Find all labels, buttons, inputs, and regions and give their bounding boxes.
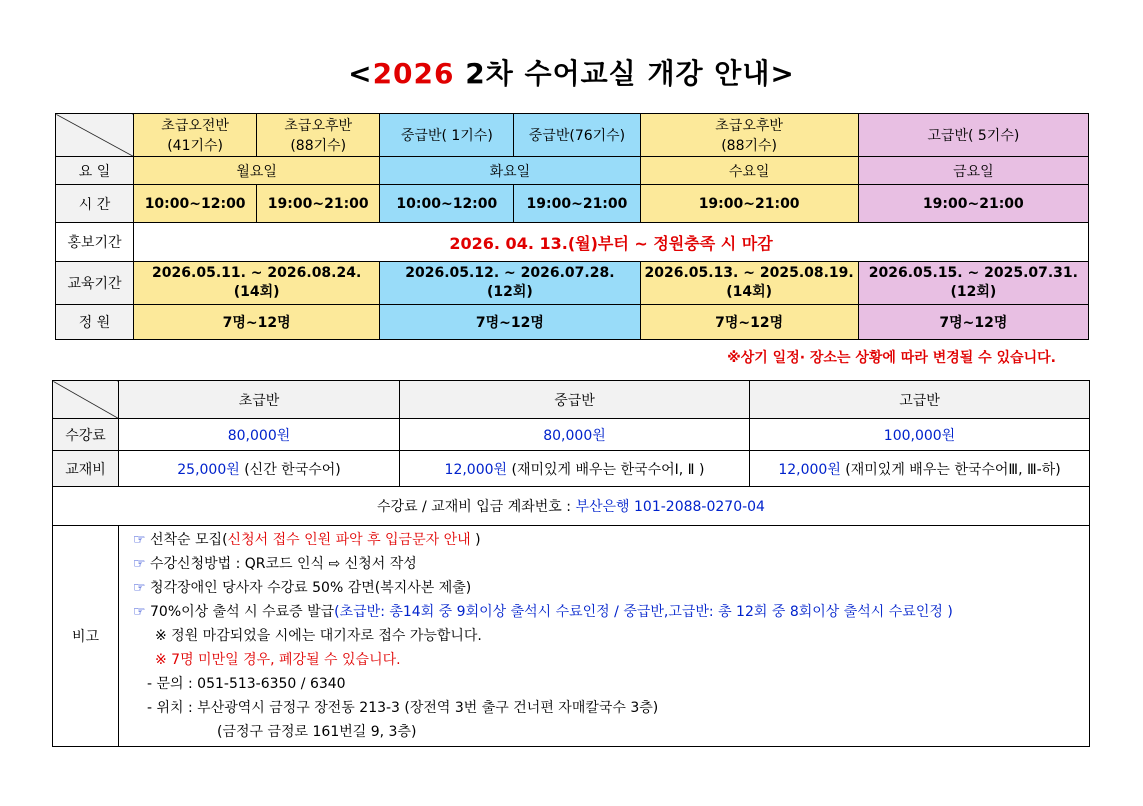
capacity-label: 정 원	[56, 305, 134, 340]
promo-label: 홍보기간	[56, 223, 134, 262]
bank-account: 부산은행 101-2088-0270-04	[575, 499, 765, 515]
edu-period-cell: 2026.05.15. ~ 2025.07.31. (12회)	[858, 262, 1088, 305]
class-header-cell: 고급반( 5기수)	[858, 114, 1088, 157]
time-label: 시 간	[56, 185, 134, 223]
remark-line: ※ 7명 미만일 경우, 폐강될 수 있습니다.	[155, 652, 401, 668]
title-year: 2026	[372, 57, 455, 90]
tuition-cell: 100,000원	[750, 419, 1090, 451]
day-label: 요 일	[56, 157, 134, 185]
tuition-cell: 80,000원	[119, 419, 400, 451]
capacity-cell: 7명~12명	[858, 305, 1088, 340]
time-cell: 10:00~12:00	[380, 185, 514, 223]
day-cell: 화요일	[380, 157, 640, 185]
material-label: 교재비	[53, 451, 119, 487]
capacity-cell: 7명~12명	[134, 305, 380, 340]
capacity-cell: 7명~12명	[380, 305, 640, 340]
time-cell: 19:00~21:00	[640, 185, 858, 223]
fee-header-beginner: 초급반	[119, 381, 400, 419]
class-header-cell: 초급오후반 (88기수)	[257, 114, 380, 157]
class-header-cell: 중급반( 1기수)	[380, 114, 514, 157]
pointing-hand-icon: ☞	[133, 556, 146, 572]
remark-line: ※ 정원 마감되었을 시에는 대기자로 접수 가능합니다.	[155, 628, 482, 644]
day-cell: 금요일	[858, 157, 1088, 185]
tuition-label: 수강료	[53, 419, 119, 451]
diagonal-header-cell	[56, 114, 134, 157]
edu-period-cell: 2026.05.13. ~ 2025.08.19. (14회)	[640, 262, 858, 305]
time-cell: 19:00~21:00	[257, 185, 380, 223]
pointing-hand-icon: ☞	[133, 604, 146, 620]
material-cell: 12,000원 (재미있게 배우는 한국수어Ⅲ, Ⅲ-하)	[750, 451, 1090, 487]
class-header-cell: 중급반(76기수)	[514, 114, 640, 157]
account-info: 수강료 / 교재비 입금 계좌번호 : 부산은행 101-2088-0270-04	[53, 487, 1090, 526]
material-cell: 25,000원 (신간 한국수어)	[119, 451, 400, 487]
pointing-hand-icon: ☞	[133, 580, 146, 596]
edu-period-cell: 2026.05.12. ~ 2026.07.28. (12회)	[380, 262, 640, 305]
remark-line: ☞ 청각장애인 당사자 수강료 50% 감면(복지사본 제출)	[133, 580, 472, 596]
material-cell: 12,000원 (재미있게 배우는 한국수어Ⅰ, Ⅱ )	[400, 451, 750, 487]
fee-header-intermediate: 중급반	[400, 381, 750, 419]
schedule-note: ※상기 일정· 장소는 상황에 따라 변경될 수 있습니다.	[727, 350, 1056, 366]
page-title: <2026 2차 수어교실 개강 안내>	[348, 57, 795, 90]
class-header-cell: 초급오전반 (41기수)	[134, 114, 257, 157]
address-line: (금정구 금정로 161번길 9, 3층)	[217, 724, 417, 740]
remarks-content	[119, 526, 1090, 747]
class-header-cell: 초급오후반 (88기수)	[640, 114, 858, 157]
diagonal-header-cell	[53, 381, 119, 419]
edu-period-cell: 2026.05.11. ~ 2026.08.24. (14회)	[134, 262, 380, 305]
edu-label: 교육기간	[56, 262, 134, 305]
schedule-table	[55, 113, 1089, 340]
remark-line: ☞ 70%이상 출석 시 수료증 발급(초급반: 총14회 중 9회이상 출석시 수료인정 / 중급반,고급반: 총 12회 중 8회이상 출석시 수료인정 )	[133, 604, 953, 620]
day-cell: 수요일	[640, 157, 858, 185]
remarks-label: 비고	[53, 526, 119, 747]
capacity-cell: 7명~12명	[640, 305, 858, 340]
time-cell: 19:00~21:00	[858, 185, 1088, 223]
fee-table	[52, 380, 1090, 747]
promo-period: 2026. 04. 13.(월)부터 ~ 정원충족 시 마감	[134, 223, 1089, 262]
time-cell: 10:00~12:00	[134, 185, 257, 223]
fee-header-advanced: 고급반	[750, 381, 1090, 419]
contact-line: - 문의 : 051-513-6350 / 6340	[147, 676, 346, 692]
time-cell: 19:00~21:00	[514, 185, 640, 223]
remark-line: ☞ 수강신청방법 : QR코드 인식 ⇨ 신청서 작성	[133, 556, 417, 572]
pointing-hand-icon: ☞	[133, 532, 146, 548]
location-line: - 위치 : 부산광역시 금정구 장전동 213-3 (장전역 3번 출구 건너편 자매칼국수 3층)	[147, 700, 659, 716]
tuition-cell: 80,000원	[400, 419, 750, 451]
day-cell: 월요일	[134, 157, 380, 185]
remark-line: ☞ 선착순 모집(신청서 접수 인원 파악 후 입금문자 안내 )	[133, 532, 481, 548]
